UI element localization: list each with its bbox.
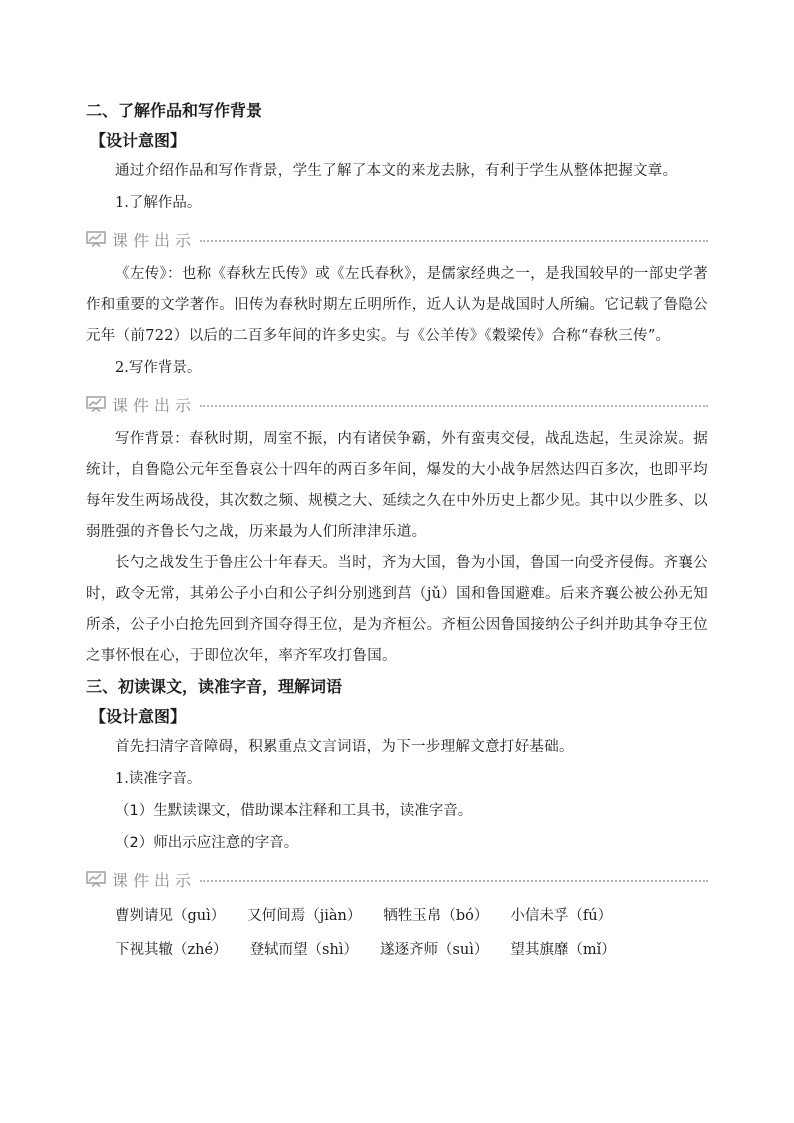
courseware-label: 课件出示	[112, 870, 197, 890]
section3-item1b: （2）师出示应注意的字音。	[115, 835, 299, 851]
section2-intent-text: 通过介绍作品和写作背景，学生了解了本文的来龙去脉，有利于学生从整体把握文章。	[115, 163, 678, 179]
section3-item1a: （1）生默读课文，借助课本注释和工具书，读准字音。	[115, 803, 473, 819]
section3-intent-text: 首先扫清字音障碍，积累重点文言词语，为下一步理解文意打好基础。	[115, 739, 574, 755]
dotted-divider	[200, 240, 708, 242]
section2-intent-label: 【设计意图】	[90, 131, 187, 150]
pinyin-item: 小信未孚（fú）	[510, 908, 613, 924]
dotted-divider	[200, 880, 708, 882]
pinyin-item: 望其旗靡（mǐ）	[510, 942, 616, 958]
section3-item1: 1.读准字音。	[115, 771, 202, 787]
background-paragraph-1: 写作背景：春秋时期，周室不振，内有诸侯争霸，外有蛮夷交侵，战乱迭起，生灵涂炭。据统计，自鲁隐公元年至鲁哀公十四年的两百多年间，爆发的大小战争居然达四百多次，也即平均每年发生两场战役，其次数之频、规模之大、延续之久在中外历史上都少见。其中以少胜多、以弱胜强的齐鲁长勺之战，历来最为人们所津津乐道。	[86, 431, 708, 540]
chart-board-icon	[86, 396, 106, 412]
dotted-divider	[200, 405, 708, 407]
section3-intent-label: 【设计意图】	[90, 707, 187, 726]
section2-item2: 2.写作背景。	[115, 360, 202, 376]
courseware-banner	[86, 221, 708, 257]
pinyin-item: 又何间焉（jiàn）	[247, 908, 362, 924]
chart-board-icon	[86, 871, 106, 887]
courseware-banner	[86, 386, 708, 422]
pinyin-item: 登轼而望（shì）	[249, 942, 358, 958]
section2-item1: 1.了解作品。	[115, 195, 202, 211]
courseware-label: 课件出示	[112, 395, 197, 415]
section2-heading: 二、了解作品和写作背景	[86, 101, 263, 120]
pinyin-item: 牺牲玉帛（bó）	[383, 908, 489, 924]
background-paragraph-2: 长勺之战发生于鲁庄公十年春天。当时，齐为大国，鲁为小国，鲁国一向受齐侵侮。齐襄公时，政令无常，其弟公子小白和公子纠分别逃到莒（jǔ）国和鲁国避难。后来齐襄公被公孙无知所杀，公子小白抢先回到齐国夺得王位，是为齐桓公。齐桓公因鲁国接纳公子纠并助其争夺王位之事怀恨在心，于即位次年，率齐军攻打鲁国。	[86, 555, 708, 664]
zuozhuan-text: 《左传》：也称《春秋左氏传》或《左氏春秋》，是儒家经典之一，是我国较早的一部史学著作和重要的文学著作。旧传为春秋时期左丘明所作，近人认为是战国时人所编。它记载了鲁隐公元年（前722）以后的二百多年间的许多史实。与《公羊传》《穀梁传》合称“春秋三传”。	[86, 266, 708, 344]
courseware-label: 课件出示	[112, 230, 197, 250]
section3-heading: 三、初读课文，读准字音，理解词语	[86, 677, 343, 696]
courseware-banner	[86, 861, 708, 897]
pinyin-row	[86, 933, 708, 967]
pinyin-item: 下视其辙（zhé）	[115, 942, 228, 958]
pinyin-row	[86, 899, 708, 933]
pinyin-item: 遂逐齐师（suì）	[379, 942, 489, 958]
chart-board-icon	[86, 231, 106, 247]
pinyin-item: 曹刿请见（guì）	[115, 908, 226, 924]
